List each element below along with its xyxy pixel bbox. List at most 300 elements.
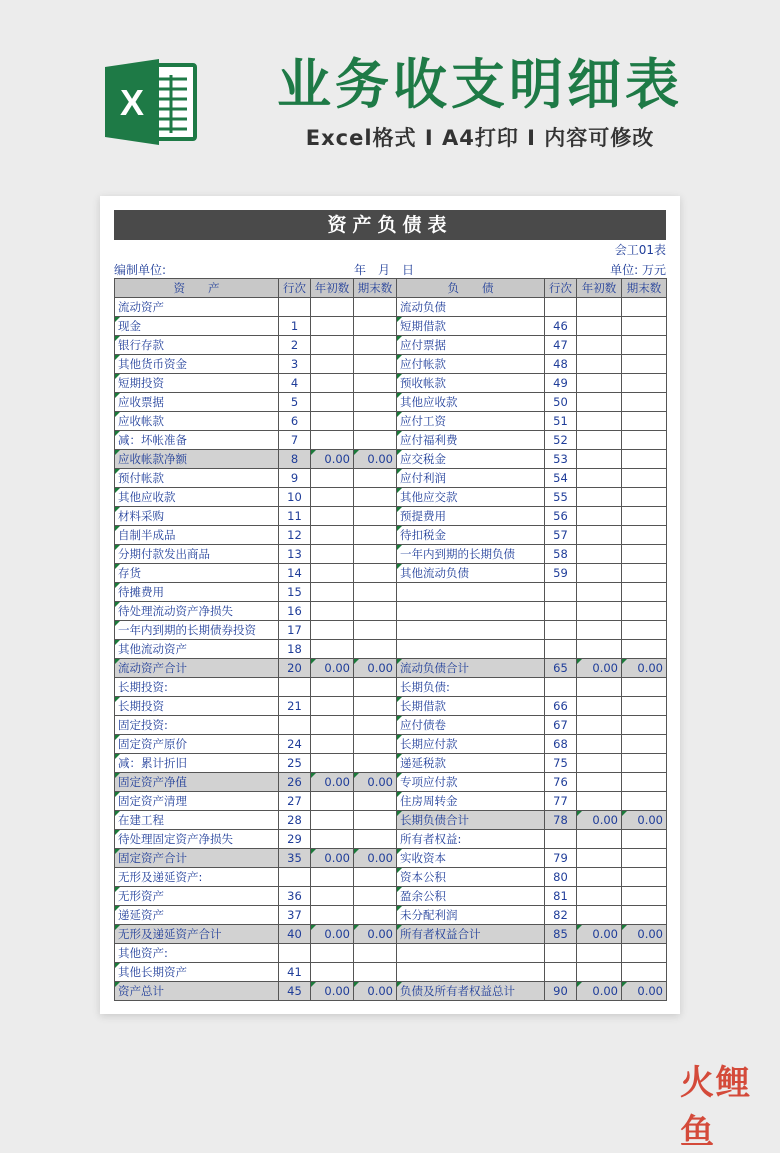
asset-label-cell[interactable]: 递延资产 <box>115 906 279 925</box>
asset-label-cell[interactable]: 长期投资: <box>115 678 279 697</box>
amount-cell[interactable] <box>311 716 354 735</box>
amount-cell[interactable] <box>311 963 354 982</box>
row-number-cell[interactable]: 53 <box>545 450 577 469</box>
amount-cell[interactable] <box>622 640 667 659</box>
asset-label-cell[interactable]: 减：坏帐准备 <box>115 431 279 450</box>
amount-cell[interactable] <box>622 336 667 355</box>
asset-label-cell[interactable]: 其他长期资产 <box>115 963 279 982</box>
amount-cell[interactable]: 0.00 <box>311 982 354 1001</box>
row-number-cell[interactable]: 65 <box>545 659 577 678</box>
amount-cell[interactable] <box>311 431 354 450</box>
amount-cell[interactable] <box>577 602 622 621</box>
amount-cell[interactable] <box>311 488 354 507</box>
row-number-cell[interactable]: 77 <box>545 792 577 811</box>
asset-label-cell[interactable]: 现金 <box>115 317 279 336</box>
row-number-cell[interactable]: 4 <box>279 374 311 393</box>
amount-cell[interactable] <box>622 355 667 374</box>
liability-label-cell[interactable]: 应交税金 <box>397 450 545 469</box>
amount-cell[interactable] <box>354 317 397 336</box>
amount-cell[interactable] <box>311 640 354 659</box>
amount-cell[interactable]: 0.00 <box>622 982 667 1001</box>
row-number-cell[interactable]: 9 <box>279 469 311 488</box>
row-number-cell[interactable] <box>279 678 311 697</box>
table-row <box>115 602 667 621</box>
asset-label-cell[interactable]: 待摊费用 <box>115 583 279 602</box>
row-number-cell[interactable] <box>545 298 577 317</box>
row-number-cell[interactable]: 80 <box>545 868 577 887</box>
amount-cell[interactable] <box>311 545 354 564</box>
amount-cell[interactable] <box>577 507 622 526</box>
liability-label-cell[interactable]: 未分配利润 <box>397 906 545 925</box>
amount-cell[interactable] <box>354 336 397 355</box>
amount-cell[interactable] <box>311 412 354 431</box>
amount-cell[interactable] <box>577 849 622 868</box>
amount-cell[interactable] <box>354 811 397 830</box>
amount-cell[interactable] <box>577 640 622 659</box>
row-number-cell[interactable]: 29 <box>279 830 311 849</box>
amount-cell[interactable] <box>577 469 622 488</box>
amount-cell[interactable] <box>354 754 397 773</box>
amount-cell[interactable] <box>622 431 667 450</box>
amount-cell[interactable] <box>577 526 622 545</box>
asset-label-cell[interactable]: 流动资产 <box>115 298 279 317</box>
amount-cell[interactable] <box>354 697 397 716</box>
amount-cell[interactable] <box>622 507 667 526</box>
amount-cell[interactable] <box>622 374 667 393</box>
row-number-cell[interactable]: 13 <box>279 545 311 564</box>
amount-cell[interactable] <box>577 754 622 773</box>
liability-label-cell[interactable]: 其他应收款 <box>397 393 545 412</box>
amount-cell[interactable] <box>622 849 667 868</box>
liability-label-cell[interactable]: 短期借款 <box>397 317 545 336</box>
amount-cell[interactable]: 0.00 <box>622 925 667 944</box>
asset-label-cell[interactable]: 分期付款发出商品 <box>115 545 279 564</box>
amount-cell[interactable] <box>354 545 397 564</box>
liability-label-cell[interactable]: 应付工资 <box>397 412 545 431</box>
asset-label-cell[interactable]: 材料采购 <box>115 507 279 526</box>
liability-label-cell[interactable]: 一年内到期的长期负债 <box>397 545 545 564</box>
amount-cell[interactable] <box>311 374 354 393</box>
amount-cell[interactable] <box>622 716 667 735</box>
amount-cell[interactable] <box>622 602 667 621</box>
amount-cell[interactable] <box>311 602 354 621</box>
column-header: 行次 <box>279 279 311 298</box>
row-number-cell[interactable]: 76 <box>545 773 577 792</box>
amount-cell[interactable] <box>577 621 622 640</box>
amount-cell[interactable] <box>354 621 397 640</box>
amount-cell[interactable] <box>622 868 667 887</box>
liability-label-cell[interactable]: 预收帐款 <box>397 374 545 393</box>
asset-label-cell[interactable]: 预付帐款 <box>115 469 279 488</box>
amount-cell[interactable] <box>354 526 397 545</box>
liability-label-cell[interactable]: 其他流动负债 <box>397 564 545 583</box>
liability-label-cell[interactable]: 其他应交款 <box>397 488 545 507</box>
row-number-cell[interactable] <box>545 944 577 963</box>
asset-label-cell[interactable]: 资产总计 <box>115 982 279 1001</box>
amount-cell[interactable] <box>577 317 622 336</box>
row-number-cell[interactable]: 51 <box>545 412 577 431</box>
amount-cell[interactable] <box>577 735 622 754</box>
amount-cell[interactable] <box>577 678 622 697</box>
amount-cell[interactable] <box>622 963 667 982</box>
liability-label-cell[interactable] <box>397 602 545 621</box>
row-number-cell[interactable]: 7 <box>279 431 311 450</box>
row-number-cell[interactable]: 56 <box>545 507 577 526</box>
amount-cell[interactable] <box>577 830 622 849</box>
amount-cell[interactable]: 0.00 <box>622 659 667 678</box>
amount-cell[interactable] <box>577 944 622 963</box>
row-number-cell[interactable] <box>279 944 311 963</box>
amount-cell[interactable] <box>622 450 667 469</box>
amount-cell[interactable] <box>311 906 354 925</box>
row-number-cell[interactable]: 47 <box>545 336 577 355</box>
row-number-cell[interactable]: 6 <box>279 412 311 431</box>
amount-cell[interactable] <box>622 317 667 336</box>
liability-label-cell[interactable] <box>397 944 545 963</box>
row-number-cell[interactable]: 1 <box>279 317 311 336</box>
amount-cell[interactable] <box>354 469 397 488</box>
amount-cell[interactable] <box>577 412 622 431</box>
row-number-cell[interactable]: 17 <box>279 621 311 640</box>
liability-label-cell[interactable]: 长期负债合计 <box>397 811 545 830</box>
amount-cell[interactable] <box>311 754 354 773</box>
row-number-cell[interactable]: 57 <box>545 526 577 545</box>
amount-cell[interactable] <box>311 830 354 849</box>
liability-label-cell[interactable] <box>397 963 545 982</box>
row-number-cell[interactable]: 59 <box>545 564 577 583</box>
amount-cell[interactable] <box>622 564 667 583</box>
asset-label-cell[interactable]: 其他资产: <box>115 944 279 963</box>
amount-cell[interactable] <box>577 887 622 906</box>
table-row <box>115 944 667 963</box>
liability-label-cell[interactable]: 流动负债合计 <box>397 659 545 678</box>
liability-label-cell[interactable]: 长期借款 <box>397 697 545 716</box>
liability-label-cell[interactable]: 待扣税金 <box>397 526 545 545</box>
row-number-cell[interactable] <box>545 640 577 659</box>
amount-cell[interactable]: 0.00 <box>577 659 622 678</box>
row-number-cell[interactable]: 2 <box>279 336 311 355</box>
row-number-cell[interactable]: 5 <box>279 393 311 412</box>
liability-label-cell[interactable]: 应付票据 <box>397 336 545 355</box>
liability-label-cell[interactable] <box>397 640 545 659</box>
amount-cell[interactable] <box>354 298 397 317</box>
amount-cell[interactable] <box>311 735 354 754</box>
asset-label-cell[interactable]: 固定投资: <box>115 716 279 735</box>
row-number-cell[interactable]: 16 <box>279 602 311 621</box>
amount-cell[interactable] <box>577 697 622 716</box>
amount-cell[interactable] <box>622 393 667 412</box>
amount-cell[interactable] <box>311 621 354 640</box>
column-header: 年初数 <box>577 279 622 298</box>
amount-cell[interactable] <box>311 811 354 830</box>
amount-cell[interactable]: 0.00 <box>354 925 397 944</box>
amount-cell[interactable] <box>311 355 354 374</box>
asset-label-cell[interactable]: 固定资产原价 <box>115 735 279 754</box>
amount-cell[interactable]: 0.00 <box>354 982 397 1001</box>
row-number-cell[interactable]: 67 <box>545 716 577 735</box>
amount-cell[interactable] <box>622 545 667 564</box>
amount-cell[interactable] <box>354 906 397 925</box>
amount-cell[interactable] <box>354 868 397 887</box>
row-number-cell[interactable]: 55 <box>545 488 577 507</box>
amount-cell[interactable] <box>311 697 354 716</box>
amount-cell[interactable] <box>577 488 622 507</box>
liability-label-cell[interactable]: 流动负债 <box>397 298 545 317</box>
amount-cell[interactable] <box>622 678 667 697</box>
row-number-cell[interactable] <box>545 621 577 640</box>
row-number-cell[interactable]: 45 <box>279 982 311 1001</box>
row-number-cell[interactable] <box>545 583 577 602</box>
liability-label-cell[interactable]: 盈余公积 <box>397 887 545 906</box>
amount-cell[interactable] <box>622 906 667 925</box>
amount-cell[interactable] <box>577 792 622 811</box>
amount-cell[interactable] <box>622 469 667 488</box>
row-number-cell[interactable]: 90 <box>545 982 577 1001</box>
asset-label-cell[interactable]: 应收帐款 <box>115 412 279 431</box>
row-number-cell[interactable] <box>279 716 311 735</box>
amount-cell[interactable] <box>622 488 667 507</box>
row-number-cell[interactable]: 27 <box>279 792 311 811</box>
asset-label-cell[interactable]: 待处理流动资产净损失 <box>115 602 279 621</box>
amount-cell[interactable] <box>622 735 667 754</box>
row-number-cell[interactable]: 15 <box>279 583 311 602</box>
row-number-cell[interactable] <box>545 830 577 849</box>
amount-cell[interactable]: 0.00 <box>311 925 354 944</box>
amount-cell[interactable] <box>577 868 622 887</box>
amount-cell[interactable] <box>311 317 354 336</box>
amount-cell[interactable]: 0.00 <box>311 659 354 678</box>
amount-cell[interactable] <box>354 944 397 963</box>
row-number-cell[interactable]: 48 <box>545 355 577 374</box>
row-number-cell[interactable]: 81 <box>545 887 577 906</box>
amount-cell[interactable] <box>577 298 622 317</box>
liability-label-cell[interactable]: 专项应付款 <box>397 773 545 792</box>
amount-cell[interactable] <box>311 678 354 697</box>
amount-cell[interactable] <box>311 583 354 602</box>
row-number-cell[interactable]: 54 <box>545 469 577 488</box>
amount-cell[interactable] <box>354 583 397 602</box>
liability-label-cell[interactable]: 所有者权益: <box>397 830 545 849</box>
amount-cell[interactable] <box>622 412 667 431</box>
amount-cell[interactable] <box>622 887 667 906</box>
row-number-cell[interactable]: 12 <box>279 526 311 545</box>
amount-cell[interactable] <box>577 963 622 982</box>
liability-label-cell[interactable]: 长期负债: <box>397 678 545 697</box>
amount-cell[interactable]: 0.00 <box>622 811 667 830</box>
row-number-cell[interactable]: 75 <box>545 754 577 773</box>
amount-cell[interactable] <box>622 526 667 545</box>
row-number-cell[interactable]: 68 <box>545 735 577 754</box>
row-number-cell[interactable]: 85 <box>545 925 577 944</box>
liability-label-cell[interactable]: 负债及所有者权益总计 <box>397 982 545 1001</box>
amount-cell[interactable] <box>311 393 354 412</box>
row-number-cell[interactable]: 14 <box>279 564 311 583</box>
row-number-cell[interactable]: 3 <box>279 355 311 374</box>
amount-cell[interactable] <box>622 830 667 849</box>
amount-cell[interactable] <box>354 830 397 849</box>
amount-cell[interactable] <box>311 868 354 887</box>
row-number-cell[interactable]: 50 <box>545 393 577 412</box>
amount-cell[interactable] <box>354 431 397 450</box>
row-number-cell[interactable]: 35 <box>279 849 311 868</box>
asset-label-cell[interactable]: 应收票据 <box>115 393 279 412</box>
asset-label-cell[interactable]: 银行存款 <box>115 336 279 355</box>
row-number-cell[interactable]: 18 <box>279 640 311 659</box>
amount-cell[interactable] <box>577 545 622 564</box>
row-number-cell[interactable]: 20 <box>279 659 311 678</box>
row-number-cell[interactable]: 40 <box>279 925 311 944</box>
amount-cell[interactable] <box>311 564 354 583</box>
amount-cell[interactable]: 0.00 <box>354 450 397 469</box>
asset-label-cell[interactable]: 其他应收款 <box>115 488 279 507</box>
amount-cell[interactable] <box>622 697 667 716</box>
amount-cell[interactable] <box>577 564 622 583</box>
liability-label-cell[interactable]: 实收资本 <box>397 849 545 868</box>
amount-cell[interactable] <box>354 716 397 735</box>
liability-label-cell[interactable]: 应付债卷 <box>397 716 545 735</box>
row-number-cell[interactable]: 10 <box>279 488 311 507</box>
row-number-cell[interactable]: 58 <box>545 545 577 564</box>
asset-label-cell[interactable]: 无形及递延资产合计 <box>115 925 279 944</box>
asset-label-cell[interactable]: 在建工程 <box>115 811 279 830</box>
liability-label-cell[interactable]: 应付帐款 <box>397 355 545 374</box>
amount-cell[interactable] <box>354 564 397 583</box>
liability-label-cell[interactable]: 住房周转金 <box>397 792 545 811</box>
asset-label-cell[interactable]: 一年内到期的长期债券投资 <box>115 621 279 640</box>
amount-cell[interactable] <box>354 735 397 754</box>
liability-label-cell[interactable]: 所有者权益合计 <box>397 925 545 944</box>
amount-cell[interactable] <box>311 792 354 811</box>
amount-cell[interactable]: 0.00 <box>354 849 397 868</box>
asset-label-cell[interactable]: 应收帐款净额 <box>115 450 279 469</box>
liability-label-cell[interactable] <box>397 583 545 602</box>
row-number-cell[interactable]: 79 <box>545 849 577 868</box>
amount-cell[interactable] <box>622 583 667 602</box>
row-number-cell[interactable]: 28 <box>279 811 311 830</box>
amount-cell[interactable]: 0.00 <box>311 773 354 792</box>
amount-cell[interactable] <box>622 792 667 811</box>
amount-cell[interactable] <box>311 944 354 963</box>
amount-cell[interactable] <box>622 944 667 963</box>
liability-label-cell[interactable]: 长期应付款 <box>397 735 545 754</box>
amount-cell[interactable] <box>354 374 397 393</box>
row-number-cell[interactable] <box>545 602 577 621</box>
row-number-cell[interactable] <box>545 963 577 982</box>
asset-label-cell[interactable]: 短期投资 <box>115 374 279 393</box>
asset-label-cell[interactable]: 无形资产 <box>115 887 279 906</box>
amount-cell[interactable] <box>311 887 354 906</box>
amount-cell[interactable]: 0.00 <box>311 450 354 469</box>
amount-cell[interactable] <box>311 526 354 545</box>
liability-label-cell[interactable]: 资本公积 <box>397 868 545 887</box>
amount-cell[interactable] <box>577 583 622 602</box>
row-number-cell[interactable]: 49 <box>545 374 577 393</box>
amount-cell[interactable] <box>577 336 622 355</box>
amount-cell[interactable] <box>354 355 397 374</box>
amount-cell[interactable]: 0.00 <box>577 811 622 830</box>
amount-cell[interactable]: 0.00 <box>577 982 622 1001</box>
amount-cell[interactable] <box>577 374 622 393</box>
amount-cell[interactable] <box>354 488 397 507</box>
amount-cell[interactable] <box>577 906 622 925</box>
amount-cell[interactable] <box>622 621 667 640</box>
row-number-cell[interactable] <box>279 298 311 317</box>
amount-cell[interactable] <box>577 431 622 450</box>
amount-cell[interactable] <box>354 507 397 526</box>
asset-label-cell[interactable]: 存货 <box>115 564 279 583</box>
row-number-cell[interactable]: 37 <box>279 906 311 925</box>
asset-label-cell[interactable]: 自制半成品 <box>115 526 279 545</box>
row-number-cell[interactable]: 24 <box>279 735 311 754</box>
asset-label-cell[interactable]: 减：累计折旧 <box>115 754 279 773</box>
amount-cell[interactable] <box>311 336 354 355</box>
row-number-cell[interactable]: 36 <box>279 887 311 906</box>
amount-cell[interactable] <box>354 792 397 811</box>
amount-cell[interactable] <box>354 412 397 431</box>
amount-cell[interactable]: 0.00 <box>577 925 622 944</box>
row-number-cell[interactable]: 41 <box>279 963 311 982</box>
amount-cell[interactable]: 0.00 <box>311 849 354 868</box>
amount-cell[interactable] <box>577 393 622 412</box>
liability-label-cell[interactable]: 应付福利费 <box>397 431 545 450</box>
row-number-cell[interactable]: 21 <box>279 697 311 716</box>
row-number-cell[interactable]: 82 <box>545 906 577 925</box>
amount-cell[interactable] <box>577 773 622 792</box>
amount-cell[interactable]: 0.00 <box>354 773 397 792</box>
liability-label-cell[interactable] <box>397 621 545 640</box>
amount-cell[interactable] <box>354 887 397 906</box>
amount-cell[interactable] <box>622 754 667 773</box>
row-number-cell[interactable]: 52 <box>545 431 577 450</box>
liability-label-cell[interactable]: 递延税款 <box>397 754 545 773</box>
asset-label-cell[interactable]: 长期投资 <box>115 697 279 716</box>
amount-cell[interactable] <box>577 716 622 735</box>
amount-cell[interactable] <box>622 298 667 317</box>
amount-cell[interactable] <box>354 963 397 982</box>
asset-label-cell[interactable]: 固定资产净值 <box>115 773 279 792</box>
row-number-cell[interactable]: 78 <box>545 811 577 830</box>
amount-cell[interactable] <box>354 602 397 621</box>
liability-label-cell[interactable]: 预提费用 <box>397 507 545 526</box>
amount-cell[interactable] <box>577 450 622 469</box>
liability-label-cell[interactable]: 应付利润 <box>397 469 545 488</box>
asset-label-cell[interactable]: 固定资产合计 <box>115 849 279 868</box>
amount-cell[interactable] <box>311 469 354 488</box>
row-number-cell[interactable]: 66 <box>545 697 577 716</box>
asset-label-cell[interactable]: 固定资产清理 <box>115 792 279 811</box>
amount-cell[interactable] <box>311 298 354 317</box>
row-number-cell[interactable] <box>279 868 311 887</box>
amount-cell[interactable] <box>354 393 397 412</box>
row-number-cell[interactable]: 8 <box>279 450 311 469</box>
amount-cell[interactable] <box>622 773 667 792</box>
row-number-cell[interactable]: 26 <box>279 773 311 792</box>
amount-cell[interactable]: 0.00 <box>354 659 397 678</box>
asset-label-cell[interactable]: 流动资产合计 <box>115 659 279 678</box>
amount-cell[interactable] <box>354 640 397 659</box>
amount-cell[interactable] <box>311 507 354 526</box>
asset-label-cell[interactable]: 其他流动资产 <box>115 640 279 659</box>
row-number-cell[interactable] <box>545 678 577 697</box>
asset-label-cell[interactable]: 待处理固定资产净损失 <box>115 830 279 849</box>
asset-label-cell[interactable]: 无形及递延资产: <box>115 868 279 887</box>
row-number-cell[interactable]: 11 <box>279 507 311 526</box>
amount-cell[interactable] <box>354 678 397 697</box>
asset-label-cell[interactable]: 其他货币资金 <box>115 355 279 374</box>
amount-cell[interactable] <box>577 355 622 374</box>
row-number-cell[interactable]: 46 <box>545 317 577 336</box>
row-number-cell[interactable]: 25 <box>279 754 311 773</box>
